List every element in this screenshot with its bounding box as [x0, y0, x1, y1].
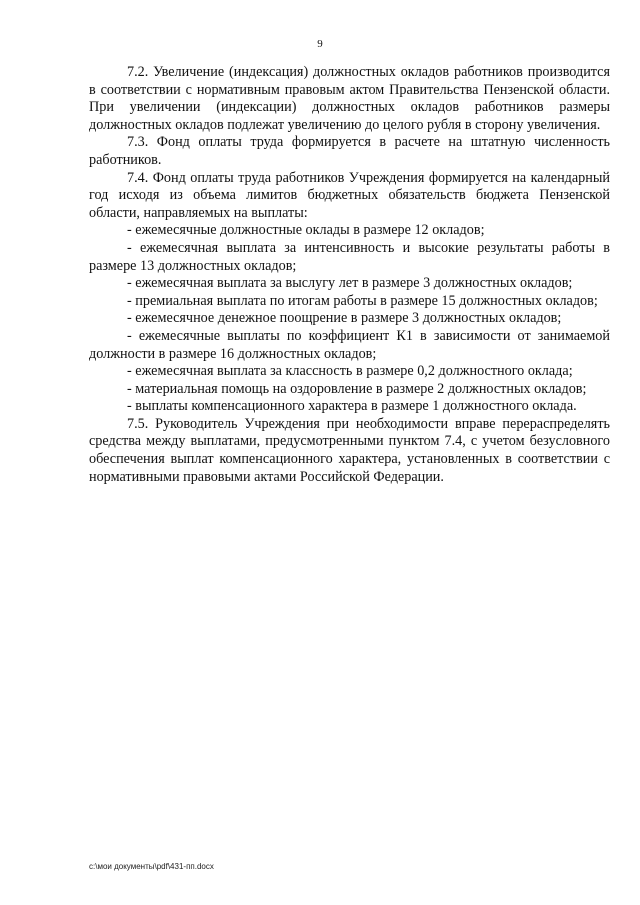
document-body	[89, 64, 610, 486]
paragraph-7-4: 7.4. Фонд оплаты труда работников Учреждения формируется на календарный год исходя из объема лимитов бюджетных обязательств бюджета Пензенской области, направляемых на выплаты:	[89, 169, 610, 221]
list-item-intensity: - ежемесячная выплата за интенсивность и высокие результаты работы в размере 13 должностных окладов;	[89, 239, 610, 274]
list-item-compensation: - выплаты компенсационного характера в размере 1 должностного оклада.	[127, 398, 577, 415]
list-item-class: - ежемесячная выплата за классность в размере 0,2 должностного оклада;	[127, 363, 573, 380]
footer-file-path: c:\мои документы\pdf\431-пп.docx	[89, 862, 214, 871]
list-item-salary: - ежемесячные должностные оклады в размере 12 окладов;	[127, 222, 485, 239]
paragraph-7-3: 7.3. Фонд оплаты труда формируется в расчете на штатную численность работников.	[89, 134, 610, 168]
list-item-seniority: - ежемесячная выплата за выслугу лет в размере 3 должностных окладов;	[127, 275, 573, 292]
list-item-health-aid: - материальная помощь на оздоровление в размере 2 должностных окладов;	[127, 380, 587, 397]
page-number: 9	[317, 38, 323, 50]
paragraph-7-2: 7.2. Увеличение (индексация) должностных окладов работников производится в соответствии с нормативным правовым актом Правительства Пензенской области. При увеличении (индексации) должностных окладов работников размеры должностных окладов подлежат увеличению до целого рубля в сторону увеличения.	[89, 64, 610, 133]
list-item-bonus: - премиальная выплата по итогам работы в размере 15 должностных окладов;	[127, 292, 598, 309]
paragraph-7-5: 7.5. Руководитель Учреждения при необходимости вправе перераспределять средства между выплатами, предусмотренными пунктом 7.4, с учетом безусловного обеспечения выплат компенсационного характера, установленных в соответствии с нормативными правовыми актами Российской Федерации.	[89, 415, 610, 485]
list-item-incentive: - ежемесячное денежное поощрение в размере 3 должностных окладов;	[127, 310, 562, 327]
list-item-coefficient-k1: - ежемесячные выплаты по коэффициент К1 в зависимости от занимаемой должности в размере 16 должностных окладов;	[89, 327, 610, 362]
